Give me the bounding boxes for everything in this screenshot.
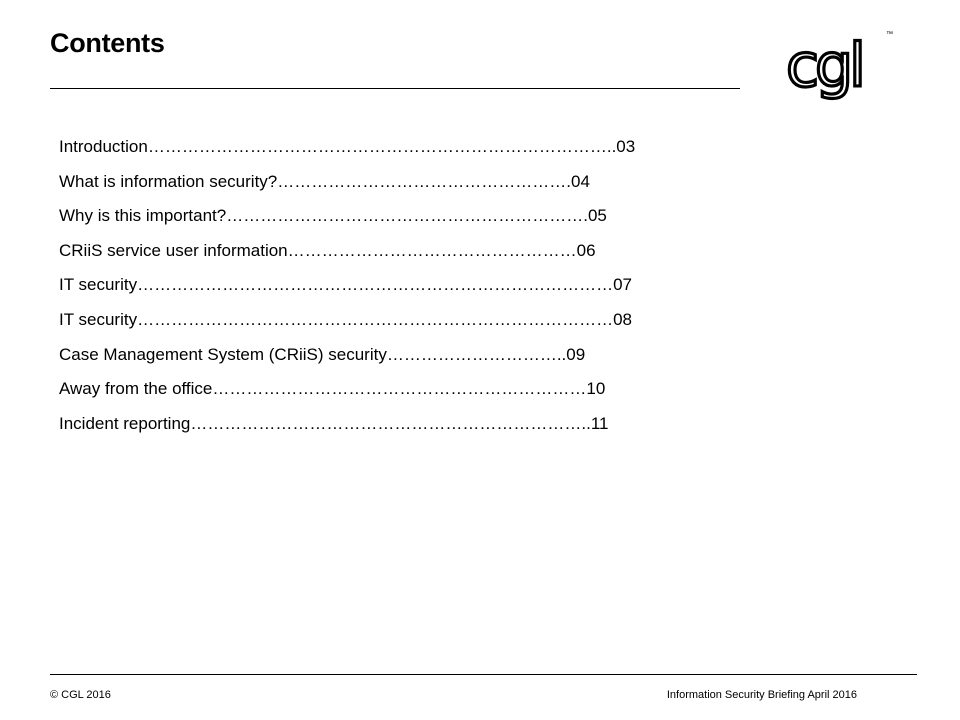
- toc-leader: …………………………..: [386, 344, 567, 364]
- toc-page-number: 07: [613, 275, 633, 295]
- toc-leader: ………………………………………………………………………..: [147, 137, 617, 156]
- toc-entry[interactable]: [59, 407, 609, 442]
- toc-page-number: 10: [586, 379, 606, 399]
- toc-leader: …………………………………………………………: [212, 379, 587, 399]
- table-of-contents: [59, 130, 636, 441]
- toc-leader: …………………………………………………………………………: [137, 275, 614, 295]
- toc-leader: …………………………………………….: [277, 171, 571, 191]
- title-divider: [50, 88, 740, 89]
- toc-entry[interactable]: [59, 303, 633, 338]
- toc-entry[interactable]: [59, 268, 633, 303]
- toc-label: Introduction: [59, 137, 148, 156]
- toc-entry[interactable]: [59, 338, 599, 373]
- toc-page-number: 05: [587, 206, 607, 226]
- toc-label: IT security: [59, 275, 138, 295]
- toc-label: Away from the office: [59, 379, 213, 399]
- page-title: Contents: [50, 28, 165, 58]
- toc-label: Why is this important?: [59, 206, 227, 226]
- toc-label: Incident reporting: [59, 413, 191, 433]
- toc-leader: ……………………………………………………….: [226, 206, 588, 226]
- trademark-mark: ™: [886, 31, 893, 38]
- logo-text: cgl: [786, 31, 862, 101]
- toc-entry[interactable]: [59, 199, 607, 234]
- toc-entry[interactable]: [59, 372, 606, 407]
- footer-divider: [50, 674, 917, 675]
- footer-copyright: © CGL 2016: [50, 689, 111, 701]
- toc-leader: ……………………………………………: [287, 240, 577, 260]
- toc-page-number: 06: [576, 240, 596, 260]
- footer-document-title: Information Security Briefing April 2016: [666, 689, 857, 701]
- toc-label: Case Management System (CRiiS) security: [59, 344, 387, 364]
- toc-entry[interactable]: [59, 234, 599, 269]
- toc-entry[interactable]: [59, 165, 599, 200]
- toc-entry[interactable]: [59, 130, 636, 165]
- toc-label: What is information security?: [59, 171, 278, 191]
- toc-page-number: 11: [590, 413, 609, 433]
- toc-page-number: 03: [616, 137, 636, 156]
- cgl-logo: [780, 24, 900, 128]
- toc-page-number: 09: [566, 344, 586, 364]
- toc-page-number: 08: [613, 309, 633, 329]
- toc-leader: ……………………………………………………………..: [190, 413, 591, 433]
- toc-leader: …………………………………………………………………………: [137, 309, 614, 329]
- toc-label: IT security: [59, 309, 138, 329]
- toc-label: CRiiS service user information: [59, 240, 288, 260]
- toc-page-number: 04: [570, 171, 590, 191]
